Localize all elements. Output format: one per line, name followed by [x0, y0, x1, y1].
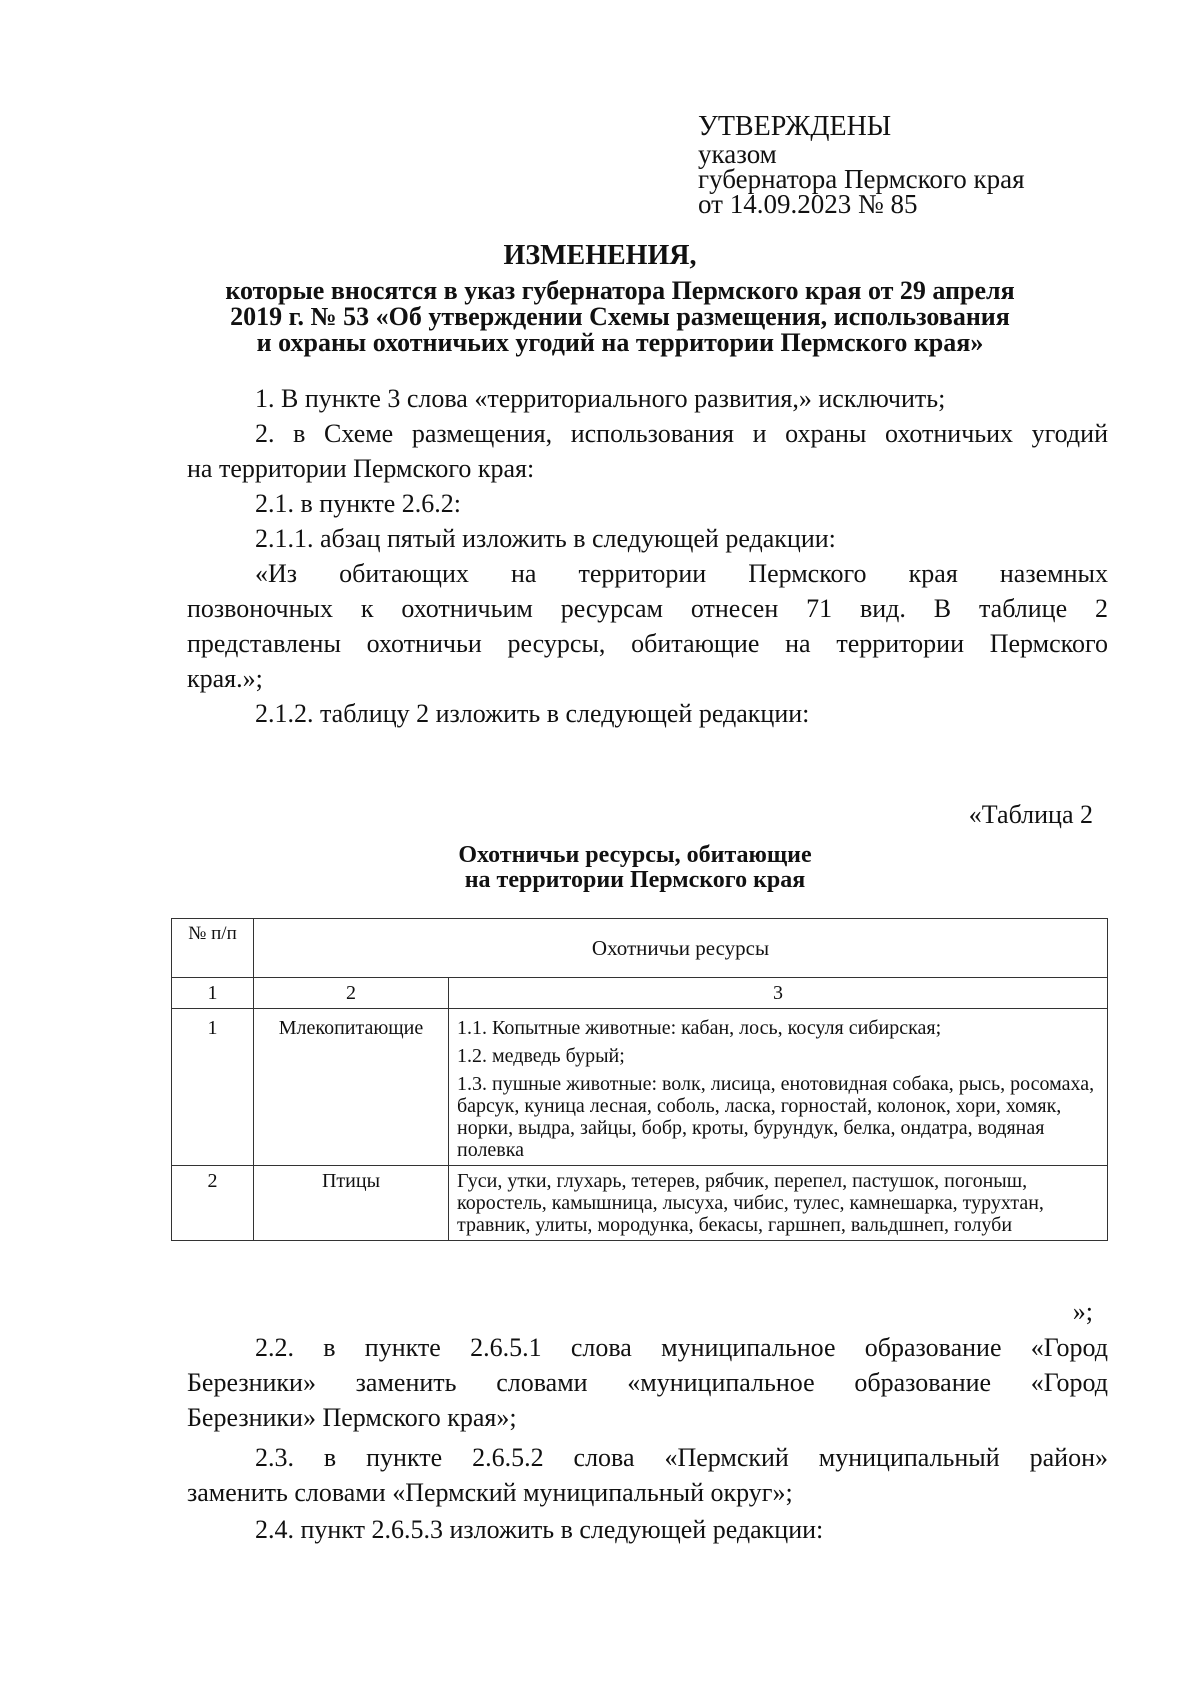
row-number: 2 — [172, 1166, 254, 1241]
table-title-line: на территории Пермского края — [464, 867, 806, 893]
header-resources: Охотничьи ресурсы — [254, 919, 1108, 978]
table-row — [172, 1166, 1108, 1241]
paragraph-7-line: Березники» заменить словами «муниципальное образование «Город — [187, 1368, 1108, 1397]
document-subtitle — [160, 278, 1080, 356]
approval-line: указом — [698, 139, 777, 169]
paragraph-2-line: на территории Пермского края: — [187, 454, 535, 483]
header-num: № п/п — [172, 919, 254, 978]
row-number: 1 — [172, 1009, 254, 1166]
row-item: 1.1. Копытные животные: кабан, лось, косуля сибирская; — [457, 1017, 942, 1039]
approval-stamp — [698, 112, 1025, 217]
paragraph-3: 2.1. в пункте 2.6.2: — [255, 489, 462, 518]
paragraph-8-line: 2.3. в пункте 2.6.5.2 слова «Пермский муниципальный район» — [255, 1443, 1108, 1472]
document-title: ИЗМЕНЕНИЯ, — [503, 240, 697, 271]
paragraph-5-line: «Из обитающих на территории Пермского края наземных — [255, 559, 1108, 588]
paragraph-7-line: Березники» Пермского края»; — [187, 1403, 517, 1432]
table-label: «Таблица 2 — [968, 800, 1093, 829]
table-title — [0, 843, 1200, 893]
approval-line: от 14.09.2023 № 85 — [698, 189, 918, 219]
subtitle-line: и охраны охотничьих угодий на территории Пермского края» — [256, 328, 984, 357]
paragraph-2-line: 2. в Схеме размещения, использования и охраны охотничьих угодий — [255, 419, 1108, 448]
paragraph-4: 2.1.1. абзац пятый изложить в следующей редакции: — [255, 524, 836, 553]
table-title-line: Охотничьи ресурсы, обитающие — [458, 842, 812, 868]
row-category: Млекопитающие — [254, 1009, 449, 1166]
row-category: Птицы — [254, 1166, 449, 1241]
row-content — [449, 1009, 1108, 1166]
table-closing-quote: »; — [1072, 1297, 1093, 1326]
paragraph-6: 2.1.2. таблицу 2 изложить в следующей редакции: — [255, 699, 810, 728]
resources-table — [171, 918, 1108, 1241]
paragraph-9: 2.4. пункт 2.6.5.3 изложить в следующей редакции: — [255, 1515, 824, 1544]
subtitle-line: которые вносятся в указ губернатора Пермского края от 29 апреля — [225, 276, 1015, 305]
approval-heading: УТВЕРЖДЕНЫ — [698, 111, 892, 142]
paragraph-5-line: представлены охотничьи ресурсы, обитающие на территории Пермского — [187, 629, 1108, 658]
paragraph-5-line: позвоночных к охотничьим ресурсам отнесен 71 вид. В таблице 2 — [187, 594, 1108, 623]
table-header-row — [172, 919, 1108, 978]
row-item: 1.3. пушные животные: волк, лисица, енотовидная собака, рысь, росомаха, барсук, куница лесная, соболь, ласка, горностай, колонок, хори, хомяк, норки, выдра, зайцы, бобр, кроты, бурундук, белка, ондатра, водяная полевка — [457, 1073, 1095, 1161]
paragraph-1: 1. В пункте 3 слова «территориального развития,» исключить; — [255, 384, 946, 413]
paragraph-8-line: заменить словами «Пермский муниципальный округ»; — [187, 1478, 793, 1507]
subtitle-line: 2019 г. № 53 «Об утверждении Схемы размещения, использования — [230, 302, 1010, 331]
col-number: 3 — [449, 978, 1108, 1009]
col-number: 1 — [172, 978, 254, 1009]
paragraph-5-line: края.»; — [187, 664, 263, 693]
table-colnum-row — [172, 978, 1108, 1009]
row-item: 1.2. медведь бурый; — [457, 1045, 625, 1067]
approval-line: губернатора Пермского края — [698, 164, 1025, 194]
table-row — [172, 1009, 1108, 1166]
paragraph-7-line: 2.2. в пункте 2.6.5.1 слова муниципальное образование «Город — [255, 1333, 1108, 1362]
col-number: 2 — [254, 978, 449, 1009]
row-content: Гуси, утки, глухарь, тетерев, рябчик, перепел, пастушок, погоныш, коростель, камышница, лысуха, чибис, тулес, камнешарка, турухтан, травник, улиты, мородунка, бекасы, гаршнеп, вальдшнеп, голуби — [449, 1166, 1108, 1241]
